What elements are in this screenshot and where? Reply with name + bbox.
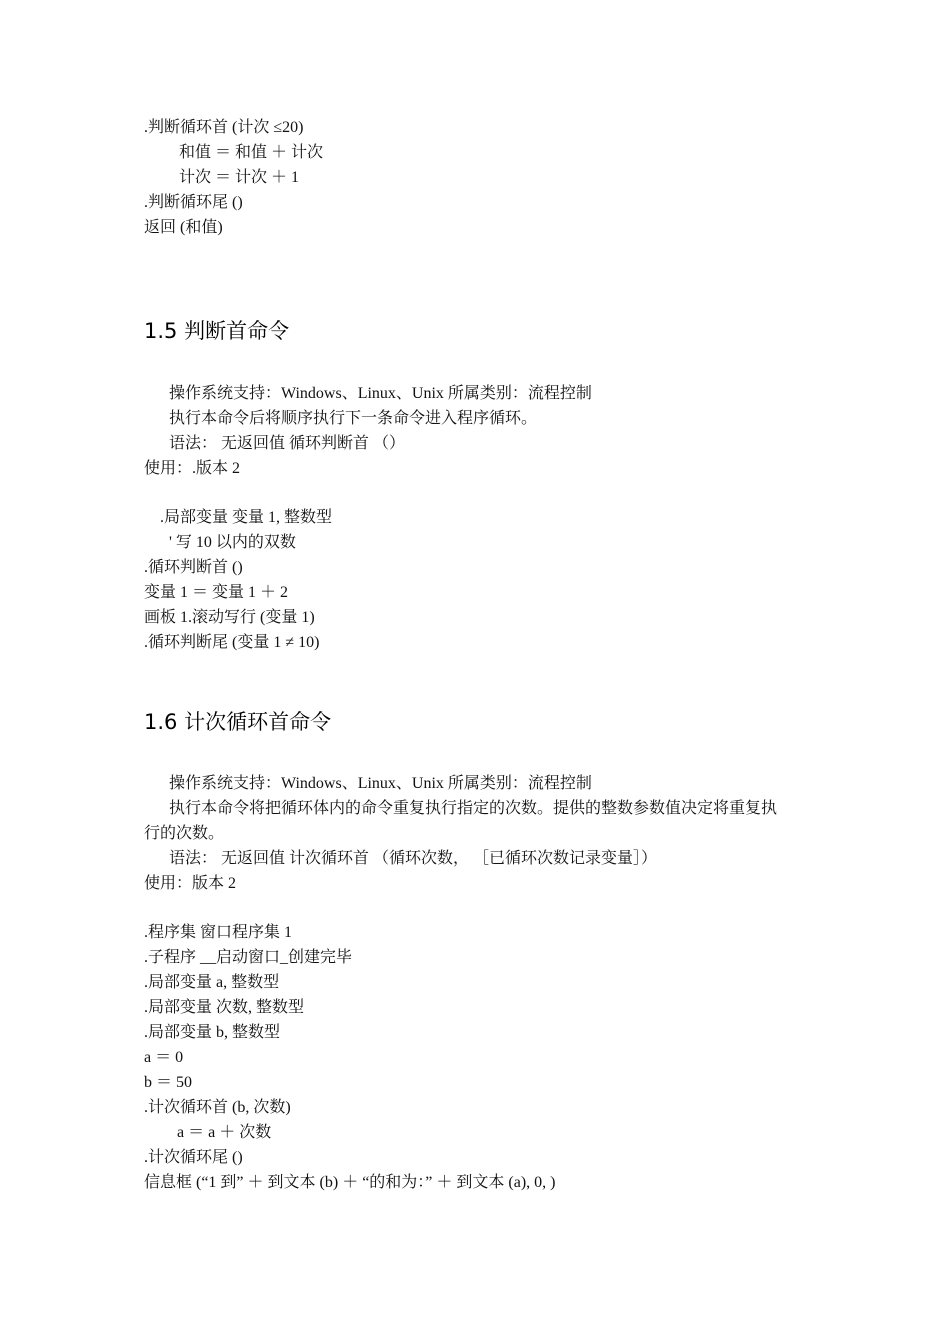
os-support-text: 操作系统支持：Windows、Linux、Unix 所属类别：流程控制 <box>169 775 592 792</box>
code-line: 画板 1.滚动写行 (变量 1) <box>144 609 315 626</box>
usage-text: 使用：版本 2 <box>144 875 237 892</box>
code-line: .计次循环尾 () <box>144 1149 243 1166</box>
code-line: .计次循环首 (b, 次数) <box>144 1099 291 1116</box>
code-comment: ' 写 10 以内的双数 <box>169 534 296 551</box>
code-line: .局部变量 a, 整数型 <box>144 974 280 991</box>
code-line: 和值 ＝ 和值 ＋ 计次 <box>179 144 324 161</box>
code-line: 计次 ＝ 计次 ＋ 1 <box>179 169 300 186</box>
syntax-text: 语法： 无返回值 循环判断首 （） <box>169 435 406 452</box>
code-line: .局部变量 次数, 整数型 <box>144 999 305 1016</box>
code-line: .程序集 窗口程序集 1 <box>144 924 293 941</box>
code-line: .循环判断尾 (变量 1 ≠ 10) <box>144 634 320 651</box>
section-heading: 1.5 判断首命令 <box>144 319 290 343</box>
description-text: 行的次数。 <box>144 825 225 842</box>
section-heading: 1.6 计次循环首命令 <box>144 710 332 734</box>
os-support-text: 操作系统支持：Windows、Linux、Unix 所属类别：流程控制 <box>169 385 592 402</box>
description-text: 执行本命令将把循环体内的命令重复执行指定的次数。提供的整数参数值决定将重复执 <box>169 800 778 817</box>
code-line: .子程序 __启动窗口_创建完毕 <box>144 949 353 966</box>
code-line: 返回 (和值) <box>144 219 223 236</box>
code-line: a ＝ a ＋ 次数 <box>177 1124 272 1141</box>
code-line: 变量 1 ＝ 变量 1 ＋ 2 <box>144 584 289 601</box>
usage-text: 使用：.版本 2 <box>144 460 241 477</box>
description-text: 执行本命令后将顺序执行下一条命令进入程序循环。 <box>169 410 538 427</box>
code-line: .局部变量 变量 1, 整数型 <box>160 509 333 526</box>
code-line: .判断循环首 (计次 ≤20) <box>144 119 304 136</box>
code-line: a ＝ 0 <box>144 1049 184 1066</box>
syntax-text: 语法： 无返回值 计次循环首 （循环次数， ［已循环次数记录变量］） <box>169 850 658 867</box>
code-line: .循环判断首 () <box>144 559 243 576</box>
code-line: 信息框 (“1 到” ＋ 到文本 (b) ＋ “的和为：” ＋ 到文本 (a), 0, ) <box>144 1174 556 1191</box>
code-line: .判断循环尾 () <box>144 194 243 211</box>
code-line: b ＝ 50 <box>144 1074 193 1091</box>
code-line: .局部变量 b, 整数型 <box>144 1024 281 1041</box>
